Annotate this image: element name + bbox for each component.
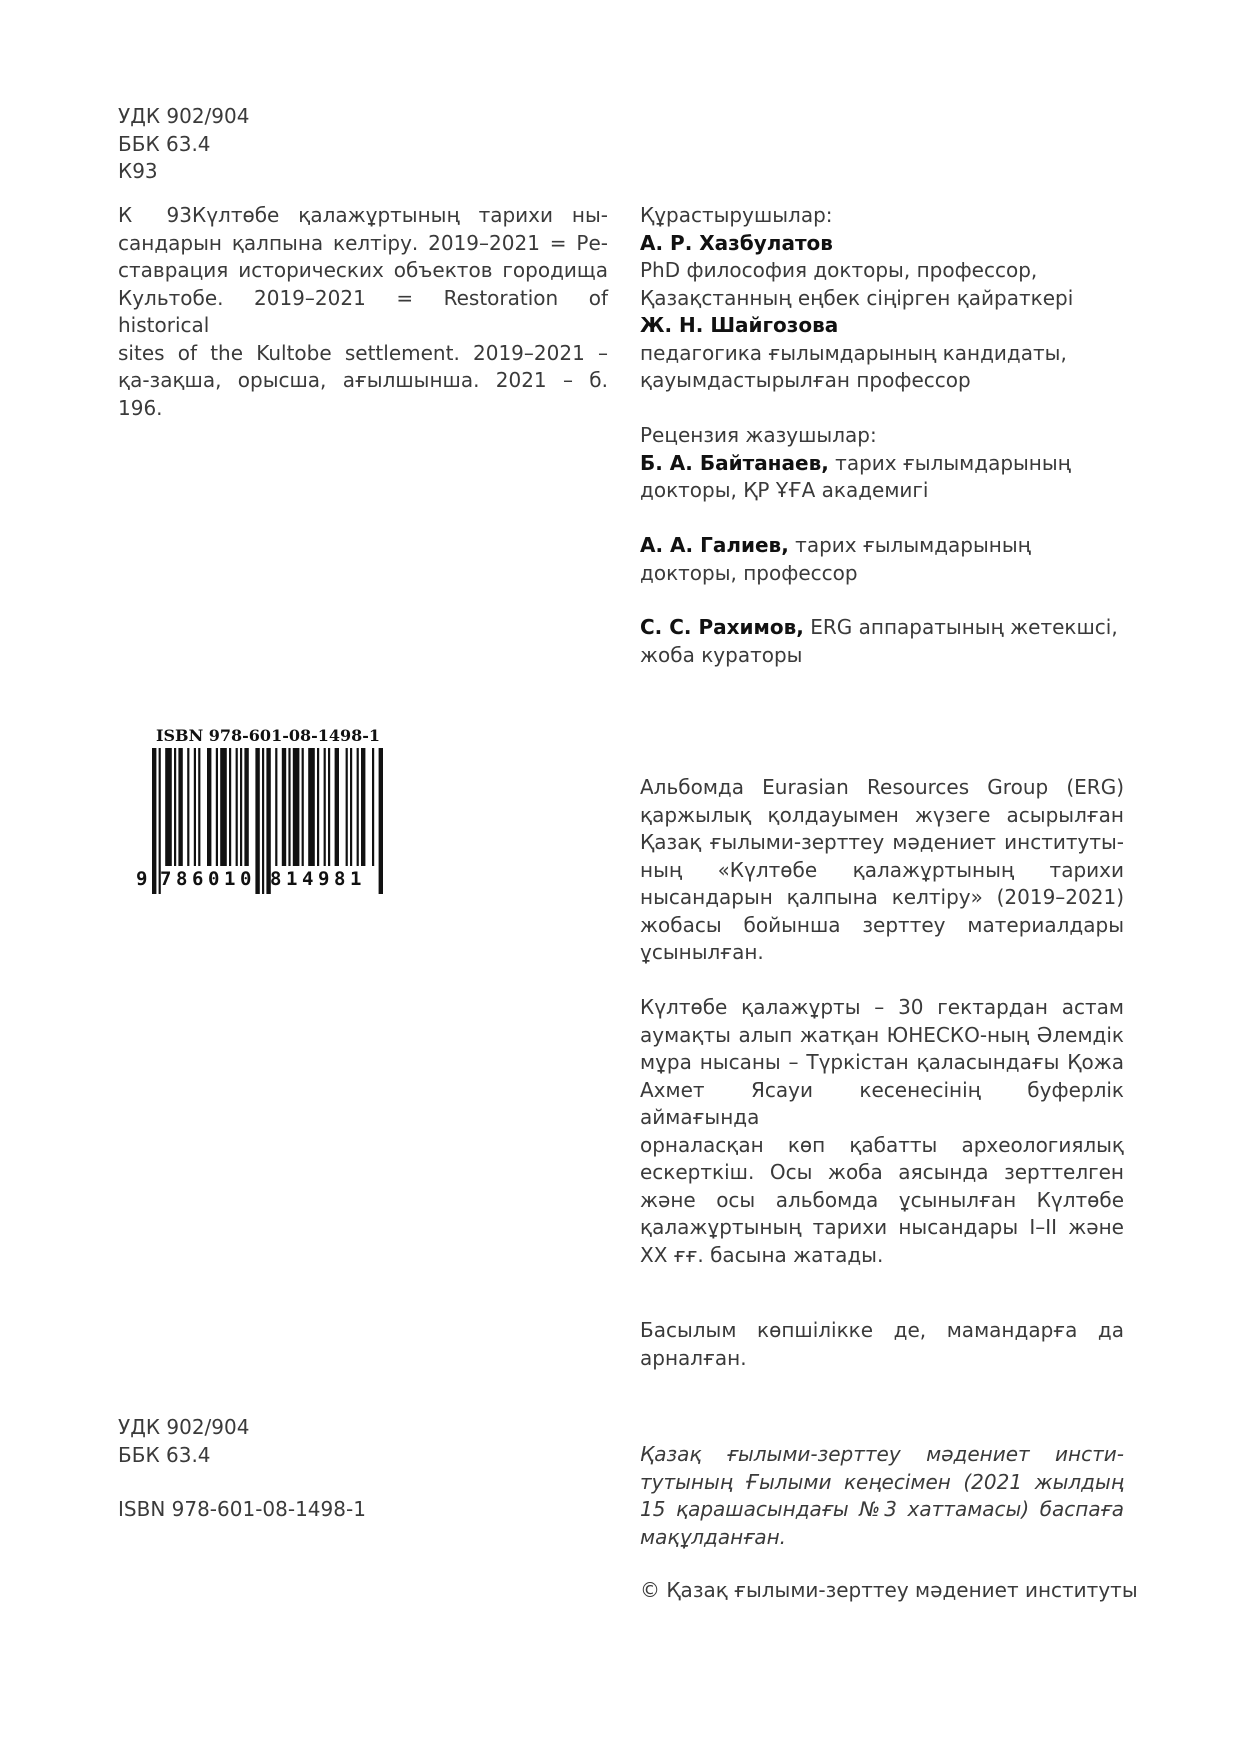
reviewer-3-block bbox=[640, 614, 1124, 669]
barcode-bar bbox=[220, 748, 227, 866]
barcode-bar bbox=[236, 748, 238, 866]
reviewer-title: жоба кураторы bbox=[640, 642, 803, 667]
barcode-digit: 1 bbox=[350, 868, 362, 890]
paragraph-line: жобасы бойынша зерттеу материалдары bbox=[640, 912, 1124, 937]
reviewers-heading: Рецензия жазушылар: bbox=[640, 423, 877, 447]
footer-classification bbox=[118, 1414, 608, 1469]
catalog-line: Культобе. 2019–2021 = Restoration of historical bbox=[118, 285, 608, 337]
barcode-bar bbox=[178, 748, 182, 866]
barcode-bar bbox=[229, 748, 231, 866]
barcode-digit: 4 bbox=[302, 868, 314, 890]
udk-code: УДК 902/904 bbox=[118, 104, 250, 128]
barcode-digit: 0 bbox=[240, 868, 252, 890]
reviewer-line bbox=[640, 614, 1124, 642]
compiler-name: А. Р. Хазбулатов bbox=[640, 230, 833, 255]
reviewer-title: докторы, профессор bbox=[640, 560, 858, 585]
barcode-bar bbox=[324, 748, 326, 866]
reviewer-name: Б. А. Байтанаев, bbox=[640, 450, 829, 475]
copyright-block bbox=[640, 1577, 1138, 1605]
barcode-bar bbox=[275, 748, 277, 866]
barcode-digit: 1 bbox=[224, 868, 236, 890]
barcode-bar bbox=[335, 748, 339, 866]
barcode-bar bbox=[194, 748, 196, 866]
barcode-bar bbox=[282, 748, 286, 866]
compilers-heading: Құрастырушылар: bbox=[640, 203, 833, 227]
catalog-line: қа-зақша, орысша, ағылшынша. 2021 – б. 196. bbox=[118, 368, 608, 420]
catalog-line: ставрация исторических объектов городища bbox=[118, 258, 608, 282]
catalog-title-start: Күлтөбе қалажұртының тарихи ны- bbox=[192, 203, 608, 227]
compiler-2-block bbox=[640, 312, 1124, 395]
compiler-name: Ж. Н. Шайгозова bbox=[640, 313, 839, 337]
barcode-bar bbox=[207, 748, 211, 866]
paragraph-line: тутының Ғылыми кеңесімен (2021 жылдың bbox=[640, 1469, 1124, 1494]
reviewer-title: ERG аппаратының жетекшсі, bbox=[803, 615, 1118, 639]
barcode-bar bbox=[357, 748, 359, 866]
barcode-bar bbox=[328, 748, 330, 866]
reviewer-line bbox=[640, 532, 1124, 560]
barcode-bar bbox=[361, 748, 365, 866]
paragraph-line: Альбомда Eurasian Resources Group (ERG) bbox=[640, 775, 1124, 799]
catalog-line bbox=[118, 202, 608, 230]
catalog-line: сандарын қалпына келтіру. 2019–2021 = Ре- bbox=[118, 230, 608, 255]
barcode-bar bbox=[346, 748, 348, 866]
paragraph-line: аумақты алып жатқан ЮНЕСКО-ның Әлемдік bbox=[640, 1022, 1124, 1047]
barcode-digit: 7 bbox=[160, 868, 172, 890]
barcode-digits bbox=[134, 868, 384, 892]
barcode-digit: 8 bbox=[176, 868, 188, 890]
barcode-bar bbox=[293, 748, 300, 866]
reviewer-title: тарих ғылымдарының bbox=[788, 533, 1031, 557]
paragraph-line: ның «Күлтөбе қалажұртының тарихи bbox=[640, 857, 1124, 882]
barcode-bar bbox=[317, 748, 319, 866]
paragraph-line: және осы альбомда ұсынылған Күлтөбе bbox=[640, 1187, 1124, 1212]
udk-code: УДК 902/904 bbox=[118, 1415, 250, 1439]
paragraph-line: қалажұртының тарихи нысандары І–ІІ және bbox=[640, 1215, 1124, 1239]
paragraph-line: орналасқан көп қабатты археологиялық bbox=[640, 1132, 1124, 1157]
barcode-bar bbox=[165, 748, 172, 866]
paragraph-line: ескерткіш. Осы жоба аясында зерттелген bbox=[640, 1160, 1124, 1184]
barcode-bar bbox=[288, 748, 290, 866]
barcode-digit: 9 bbox=[136, 868, 148, 890]
isbn-barcode bbox=[134, 726, 384, 896]
reviewers-block bbox=[640, 422, 1124, 505]
album-description bbox=[640, 774, 1124, 967]
barcode-bar bbox=[244, 748, 248, 866]
paragraph-line: 15 қарашасындағы №3 хаттамасы) баспаға bbox=[640, 1497, 1124, 1521]
bbk-code: ББК 63.4 bbox=[118, 1442, 211, 1467]
site-description bbox=[640, 994, 1124, 1269]
paragraph-line: Қазақ ғылыми-зерттеу мәдениет инсти- bbox=[640, 1442, 1124, 1466]
barcode-bar bbox=[216, 748, 218, 866]
reviewer-2-block bbox=[640, 532, 1124, 587]
compiler-title: педагогика ғылымдарының кандидаты, bbox=[640, 340, 1067, 365]
classification-block bbox=[118, 103, 608, 186]
isbn-number: ISBN 978-601-08-1498-1 bbox=[118, 1497, 366, 1521]
paragraph-line: мұра нысаны – Түркістан қаласындағы Қожа bbox=[640, 1050, 1124, 1074]
barcode-digit: 1 bbox=[286, 868, 298, 890]
paragraph-line: Ахмет Ясауи кесенесінің буферлік аймағында bbox=[640, 1077, 1124, 1129]
compiler-title: Қазақстанның еңбек сіңірген қайраткері bbox=[640, 285, 1074, 310]
barcode-bar bbox=[174, 748, 176, 866]
reviewer-title: докторы, ҚР ҰҒА академигі bbox=[640, 478, 929, 502]
reviewer-name: А. А. Галиев, bbox=[640, 533, 789, 557]
reviewer-name: С. С. Рахимов, bbox=[640, 615, 804, 639]
paragraph-line: Қазақ ғылыми-зерттеу мәдениет институты- bbox=[640, 830, 1124, 854]
barcode-bar bbox=[198, 748, 200, 866]
paragraph-line: ХХ ғғ. басына жатады. bbox=[640, 1242, 884, 1267]
compiler-title: қауымдастырылған профессор bbox=[640, 368, 971, 392]
footer-isbn bbox=[118, 1496, 608, 1524]
barcode-bar bbox=[372, 748, 374, 866]
audience-note bbox=[640, 1317, 1124, 1372]
compilers-block bbox=[640, 202, 1124, 312]
barcode-bar bbox=[302, 748, 304, 866]
reviewer-title: тарих ғылымдарының bbox=[828, 450, 1071, 475]
catalog-entry bbox=[118, 202, 608, 422]
barcode-digit: 9 bbox=[318, 868, 330, 890]
reviewer-line bbox=[640, 450, 1124, 478]
barcode-digit: 6 bbox=[192, 868, 204, 890]
barcode-bar bbox=[308, 748, 315, 866]
barcode-digit: 8 bbox=[270, 868, 282, 890]
compiler-title: PhD философия докторы, профессор, bbox=[640, 258, 1038, 282]
barcode-bar bbox=[350, 748, 352, 866]
paragraph-line: арналған. bbox=[640, 1345, 747, 1370]
catalog-line: sites of the Kultobe settlement. 2019–2021 – bbox=[118, 340, 608, 365]
barcode-isbn-label: ISBN 978-601-08-1498-1 bbox=[156, 726, 381, 745]
paragraph-line: Күлтөбе қалажұрты – 30 гектардан астам bbox=[640, 995, 1124, 1019]
catalog-index: К 93 bbox=[118, 203, 192, 227]
author-mark: К93 bbox=[118, 159, 158, 183]
paragraph-line: нысандарын қалпына келтіру» (2019–2021) bbox=[640, 885, 1124, 909]
approval-note bbox=[640, 1441, 1124, 1551]
barcode-digit: 0 bbox=[208, 868, 220, 890]
paragraph-line: мақұлданған. bbox=[640, 1524, 787, 1549]
barcode-bar bbox=[187, 748, 189, 866]
barcode-bar bbox=[240, 748, 242, 866]
paragraph-line: Басылым көпшілікке де, мамандарға да bbox=[640, 1318, 1124, 1342]
barcode-digit: 8 bbox=[334, 868, 346, 890]
copyright-notice: © Қазақ ғылыми-зерттеу мәдениет институты bbox=[640, 1578, 1138, 1602]
paragraph-line: қаржылық қолдауымен жүзеге асырылған bbox=[640, 802, 1124, 827]
paragraph-line: ұсынылған. bbox=[640, 940, 764, 964]
bbk-code: ББК 63.4 bbox=[118, 131, 211, 156]
